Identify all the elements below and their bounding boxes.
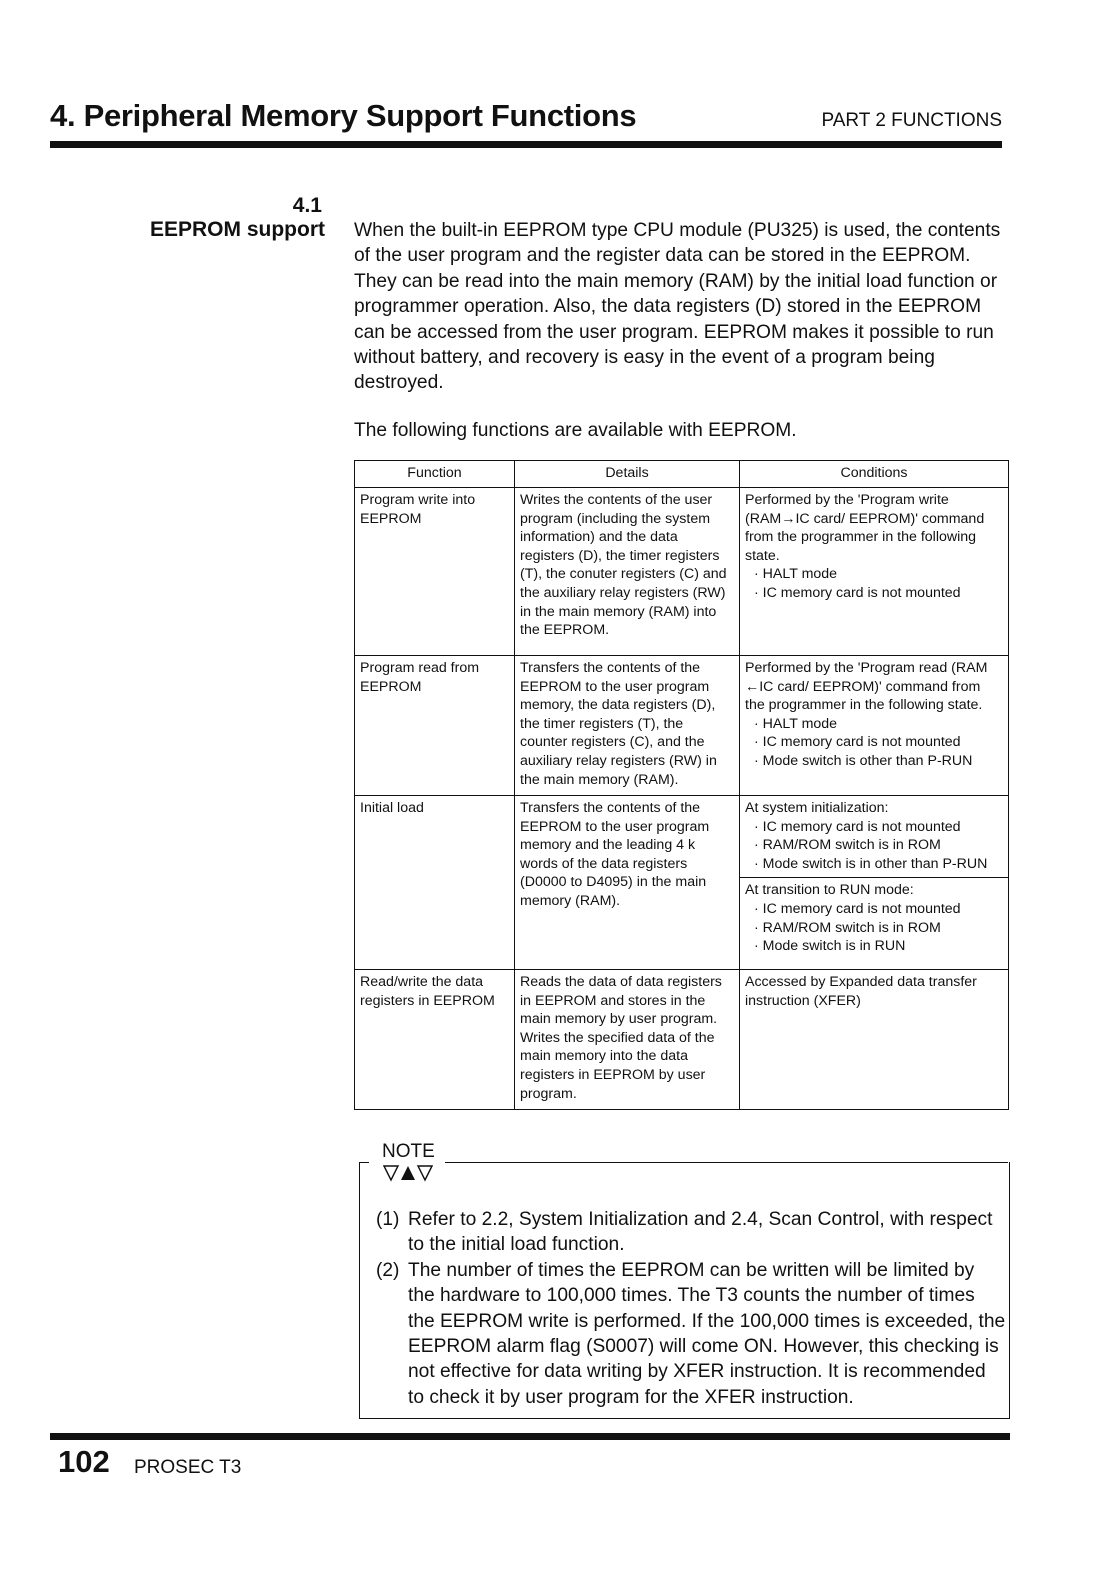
note-label: NOTE bbox=[382, 1141, 435, 1162]
condition-bullet: · HALT mode bbox=[754, 566, 838, 583]
table-row bbox=[355, 796, 1009, 970]
section-title: EEPROM support bbox=[149, 218, 325, 241]
condition-bullet: · Mode switch is other than P-RUN bbox=[754, 752, 973, 769]
condition-bullet: · HALT mode bbox=[754, 715, 838, 732]
condition-bullet: · RAM/ROM switch is in ROM bbox=[754, 919, 941, 936]
condition-bullet: · RAM/ROM switch is in ROM bbox=[754, 837, 941, 854]
section-number: 4.1 bbox=[292, 194, 322, 217]
table-row bbox=[355, 970, 1009, 1110]
note-triangles-icon bbox=[383, 1164, 433, 1184]
function-cell: Initial load bbox=[355, 796, 515, 970]
column-header-conditions: Conditions bbox=[740, 461, 1009, 488]
function-cell: Program write into EEPROM bbox=[355, 488, 515, 656]
chapter-title: 4. Peripheral Memory Support Functions bbox=[50, 98, 637, 133]
details-cell: Transfers the contents of the EEPROM to the user program memory and the leading 4 k words of the data registers (D0000 to D4095) in the main memory (RAM). bbox=[515, 796, 740, 970]
note-item-text: Refer to 2.2, System Initialization and 2.4, Scan Control, with respect to the initial load function. bbox=[408, 1209, 993, 1256]
part-label: PART 2 FUNCTIONS bbox=[821, 110, 1002, 131]
conditions-cell bbox=[740, 656, 1009, 796]
lead-paragraph: The following functions are available with EEPROM. bbox=[354, 420, 797, 441]
condition-bullet: · IC memory card is not mounted bbox=[754, 584, 961, 601]
condition-intro: At transition to RUN mode: bbox=[745, 882, 914, 899]
table-row bbox=[355, 656, 1009, 796]
condition-bullet: · IC memory card is not mounted bbox=[754, 818, 961, 835]
column-header-function: Function bbox=[355, 461, 515, 488]
details-cell: Writes the contents of the user program (including the system information) and the data registers (D), the timer registers (T), the conuter registers (C) and the auxiliary relay registers (RW) in the main memory (RAM) into the EEPROM. bbox=[515, 488, 740, 656]
condition-bullet: · IC memory card is not mounted bbox=[754, 900, 961, 917]
page-number: 102 bbox=[58, 1444, 110, 1479]
note-item bbox=[376, 1207, 1006, 1258]
body-paragraph: When the built-in EEPROM type CPU module (PU325) is used, the contents of the user program and the register data can be stored in the EEPROM. They can be read into the main memory (RAM) by the initial load function or programmer operation. Also, the data registers (D) stored in the EEPROM can be accessed from the user program. EEPROM makes it possible to run without battery, and recovery is easy in the event of a program being destroyed. bbox=[354, 220, 1001, 394]
note-item-text: The number of times the EEPROM can be written will be limited by the hardware to 100,000 times. The T3 counts the number of times the EEPROM write is performed. If the 100,000 times is exceeded, the EEPROM alarm flag (S0007) will come ON. However, this checking is not effective for data writing by XFER instruction. It is recommended to check it by user program for the XFER instruction. bbox=[408, 1259, 1006, 1408]
table-row bbox=[355, 488, 1009, 656]
note-list bbox=[376, 1207, 1006, 1410]
table-header-row bbox=[355, 461, 1009, 488]
conditions-cell bbox=[740, 488, 1009, 656]
note-item bbox=[376, 1258, 1006, 1410]
condition-intro: At system initialization: bbox=[745, 800, 889, 816]
note-item-number: (1) bbox=[376, 1209, 400, 1230]
page-header bbox=[50, 96, 1002, 140]
details-cell: Transfers the contents of the EEPROM to the user program memory, the data registers (D), the timer registers (T), the counter registers (C), and the auxiliary relay registers (RW) in the main memory (RAM). bbox=[515, 656, 740, 796]
footer-rule bbox=[50, 1433, 1010, 1440]
condition-block-initialization bbox=[740, 796, 1008, 877]
function-cell: Program read from EEPROM bbox=[355, 656, 515, 796]
condition-bullet: · IC memory card is not mounted bbox=[754, 734, 961, 751]
column-header-details: Details bbox=[515, 461, 740, 488]
condition-bullet: · Mode switch is in RUN bbox=[754, 938, 906, 955]
condition-block-run-transition bbox=[740, 877, 1008, 959]
product-name: PROSEC T3 bbox=[134, 1457, 242, 1478]
details-cell: Reads the data of data registers in EEPROM and stores in the main memory by user program. Writes the specified data of the main memory into the data registers in EEPROM by user program. bbox=[515, 970, 740, 1110]
conditions-cell bbox=[740, 796, 1009, 970]
condition-intro: Accessed by Expanded data transfer instruction (XFER) bbox=[745, 974, 977, 1009]
header-rule bbox=[50, 141, 1002, 148]
condition-intro: Performed by the 'Program write (RAM→IC card/ EEPROM)' command from the programmer in the following state. bbox=[745, 492, 985, 564]
condition-bullet: · Mode switch is in other than P-RUN bbox=[754, 855, 988, 872]
conditions-cell bbox=[740, 970, 1009, 1110]
note-item-number: (2) bbox=[376, 1259, 400, 1281]
function-cell: Read/write the data registers in EEPROM bbox=[355, 970, 515, 1110]
condition-intro: Performed by the 'Program read (RAM ←IC card/ EEPROM)' command from the programmer in the following state. bbox=[745, 660, 988, 714]
eeprom-functions-table bbox=[354, 460, 1009, 1110]
